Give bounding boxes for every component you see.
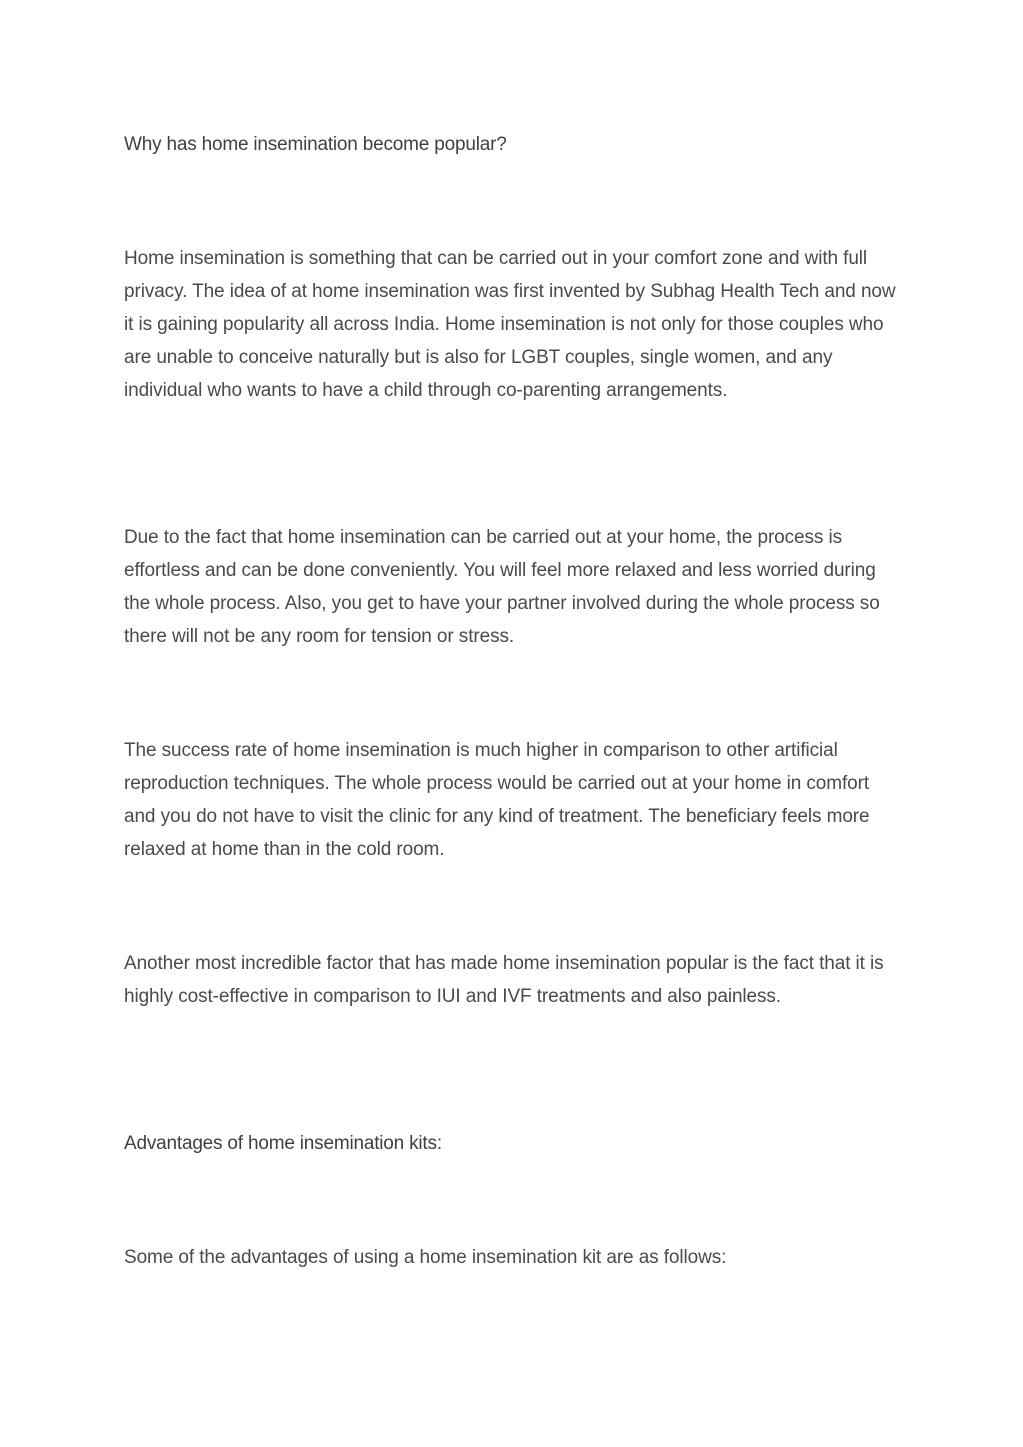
paragraph-convenience: Due to the fact that home insemination can be carried out at your home, the process is effortless and can be done conveniently. You will feel more relaxed and less worried during the whole process. Also, you get to have your partner involved during the whole process so there will not be any room for tension or stress. [124,527,880,647]
section-heading-advantages: Advantages of home insemination kits: [124,1133,442,1154]
paragraph-cost: Another most incredible factor that has made home insemination popular is the fact that it is highly cost-effective in comparison to IUI and IVF treatments and also painless. [124,953,884,1007]
section-heading-popularity: Why has home insemination become popular? [124,134,507,155]
paragraph-advantages-intro: Some of the advantages of using a home insemination kit are as follows: [124,1247,727,1268]
paragraph-success-rate: The success rate of home insemination is much higher in comparison to other artificial reproduction techniques. The whole process would be carried out at your home in comfort and you do not have to visit the clinic for any kind of treatment. The beneficiary feels more relaxed at home than in the cold room. [124,740,870,860]
paragraph-intro: Home insemination is something that can be carried out in your comfort zone and with full privacy. The idea of at home insemination was first invented by Subhag Health Tech and now it is gaining popularity all across India. Home insemination is not only for those couples who are unable to conceive naturally but is also for LGBT couples, single women, and any individual who wants to have a child through co-parenting arrangements. [124,248,896,401]
